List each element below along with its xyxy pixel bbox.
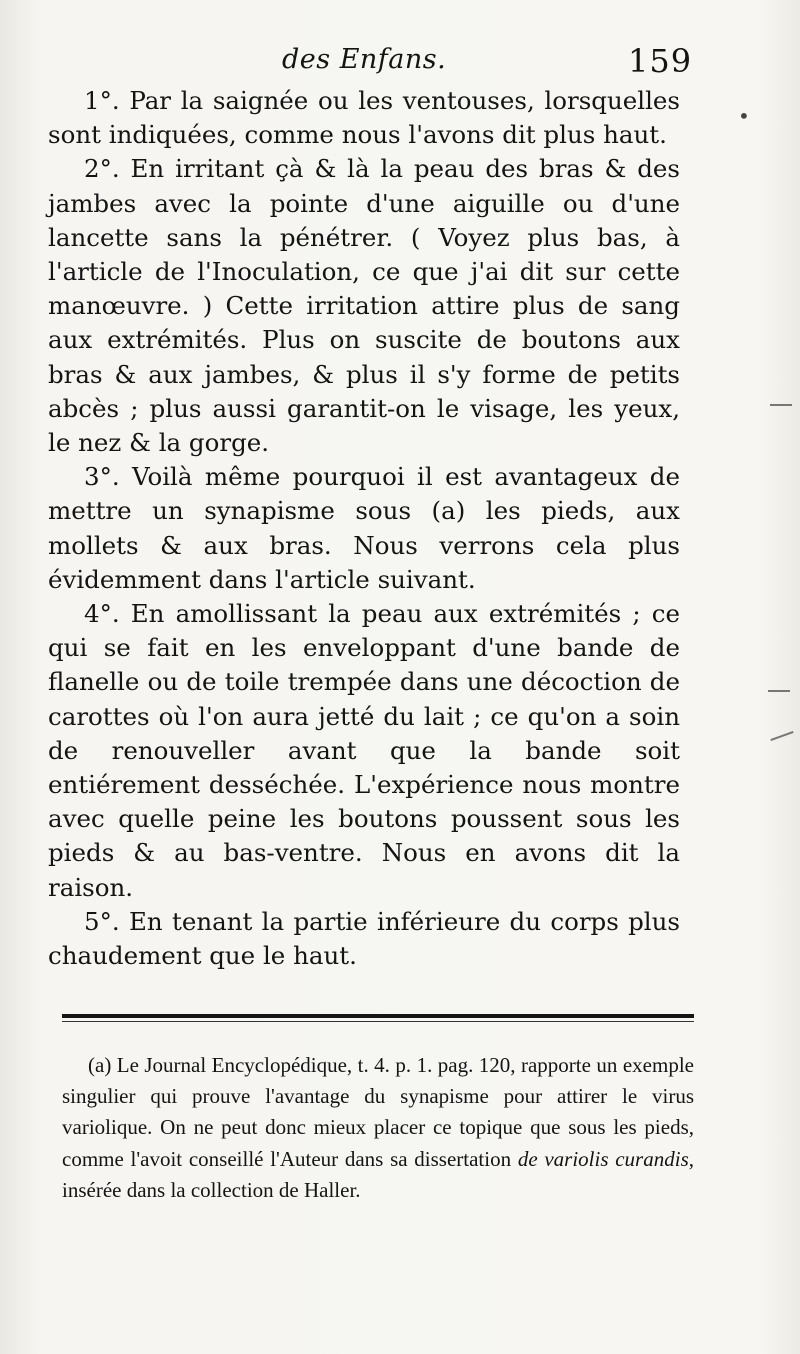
footnote <box>62 1050 694 1206</box>
footnote-separator <box>62 1014 694 1018</box>
margin-mark <box>770 404 792 406</box>
paragraph-1: 1°. Par la saignée ou les ventouses, lorsquelles sont indiquées, comme nous l'avons dit plus haut. <box>48 86 680 150</box>
margin-mark <box>770 731 793 741</box>
footnote-separator-thin <box>62 1021 694 1022</box>
paragraph-4: 4°. En amollissant la peau aux extrémités ; ce qui se fait en les enveloppant d'une bande de flanelle ou de toile trempée dans une décoction de carottes où l'on aura jetté du lait ; ce qu'on a soin de renouveller avant que la bande soit entiérement desséchée. L'expérience nous montre avec quelle peine les boutons poussent sous les pieds & au bas-ventre. Nous en avons dit la raison. <box>48 599 680 902</box>
footnote-text <box>62 1050 694 1206</box>
paragraph-2: 2°. En irritant çà & là la peau des bras & des jambes avec la pointe d'une aiguille ou d'une lancette sans la pénétrer. ( Voyez plus bas, à l'article de l'Inoculation, ce que j'ai dit sur cette manœuvre. ) Cette irritation attire plus de sang aux extrémités. Plus on suscite de boutons aux bras & aux jambes, & plus il s'y forme de petits abcès ; plus aussi garantit-on le visage, les yeux, le nez & la gorge. <box>48 154 680 458</box>
page-number: 159 <box>628 42 693 80</box>
main-text <box>48 84 680 973</box>
paragraph-3: 3°. Voilà même pourquoi il est avantageux de mettre un synapisme sous (a) les pieds, aux mollets & aux bras. Nous verrons cela plus évidemment dans l'article suivant. <box>48 462 680 594</box>
margin-mark: • <box>738 104 750 128</box>
footnote-italic-title: de variolis curandis <box>517 1146 689 1171</box>
footnote-text-end: , insérée dans la collection de Haller. <box>62 1146 694 1202</box>
page-header <box>0 40 800 90</box>
running-head: des Enfans. <box>282 44 447 75</box>
footnote-text-start: (a) Le Journal Encyclopédique, t. 4. p. 1. pag. 120, rapporte un exemple singulier qui prouve l'avantage du synapisme pour attirer le virus variolique. On ne peut donc mieux placer ce topique que sous les pieds, comme l'avoit conseillé l'Auteur dans sa dissertation <box>62 1053 694 1171</box>
paragraph-5: 5°. En tenant la partie inférieure du corps plus chaudement que le haut. <box>48 906 680 971</box>
margin-mark <box>768 690 790 692</box>
